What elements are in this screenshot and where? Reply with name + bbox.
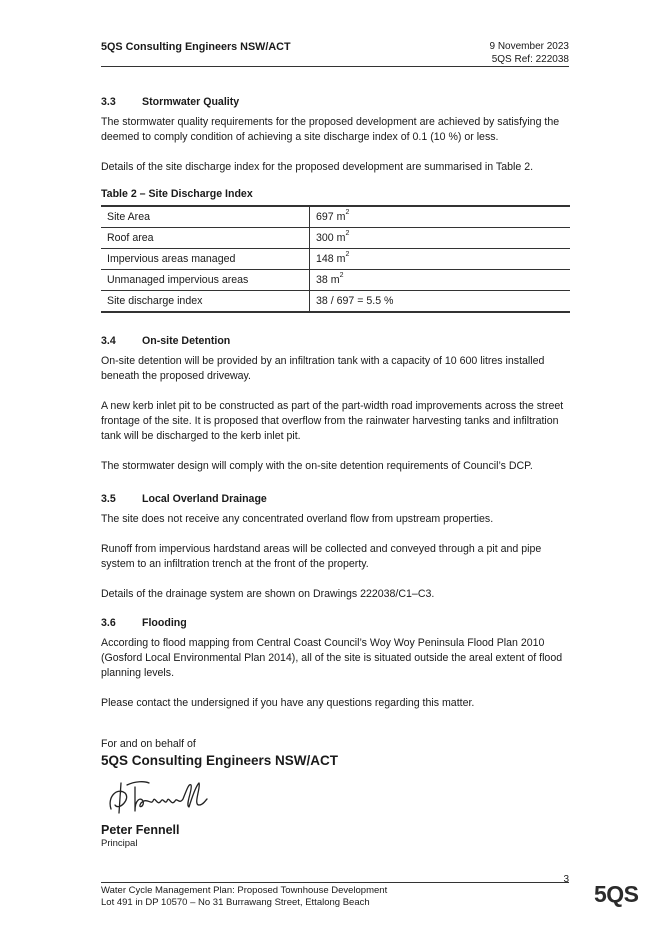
table-row: [101, 270, 570, 291]
section-heading-3-6: [101, 616, 570, 631]
table-cell-label: Unmanaged impervious areas: [101, 270, 310, 291]
paragraph: According to flood mapping from Central Coast Council’s Woy Woy Peninsula Flood Plan 2010 (Gosford Local Environmental Plan 2014), all of the site is situated outside the areal extent of flood planning levels.: [101, 637, 563, 679]
paragraph: Runoff from impervious hardstand areas will be collected and conveyed through a pit and pipe system to an infiltration trench at the front of the property.: [101, 543, 542, 570]
paragraph: On-site detention will be provided by an infiltration tank with a capacity of 10 600 litres installed beneath the proposed driveway.: [101, 355, 545, 382]
signoff-intro: For and on behalf of: [101, 738, 196, 750]
paragraph: The stormwater design will comply with the on-site detention requirements of Council’s DCP.: [101, 460, 533, 472]
value-text: 148 m: [316, 252, 346, 265]
signoff-block: [101, 737, 570, 850]
section-title: On-site Detention: [142, 335, 231, 347]
company-logo: 5QS: [594, 881, 639, 907]
site-discharge-table: [101, 205, 570, 313]
header-company: 5QS Consulting Engineers NSW/ACT: [101, 41, 291, 53]
table-cell-value: [310, 291, 571, 313]
section-heading-3-3: [101, 95, 570, 110]
table-row: [101, 249, 570, 270]
footer-rule: [101, 882, 569, 883]
section-number: 3.3: [101, 96, 116, 108]
table-cell-value: [310, 228, 571, 249]
unit-superscript: 2: [345, 208, 350, 216]
header-ref: 5QS Ref: 222038: [491, 54, 569, 65]
value-text: 300 m: [316, 231, 346, 244]
unit-superscript: 2: [345, 250, 350, 258]
section-number: 3.4: [101, 335, 116, 347]
table-cell-value: [310, 206, 571, 228]
section-number: 3.6: [101, 617, 116, 629]
header-rule: [101, 66, 569, 67]
paragraph: The site does not receive any concentrated overland flow from upstream properties.: [101, 513, 494, 525]
section-title: Stormwater Quality: [142, 96, 240, 108]
value-text: 697 m: [316, 210, 346, 223]
paragraph: Details of the site discharge index for the proposed development are summarised in Table 2.: [101, 161, 534, 173]
paragraph: Please contact the undersigned if you have any questions regarding this matter.: [101, 697, 475, 709]
unit-superscript: 2: [339, 271, 344, 279]
report-body: [101, 95, 570, 850]
table-cell-label: Site Area: [101, 206, 310, 228]
section-title: Flooding: [142, 617, 187, 629]
value-text: 38 m: [316, 273, 340, 286]
table-row: [101, 291, 570, 313]
table-caption: Table 2 – Site Discharge Index: [101, 188, 253, 200]
paragraph: The stormwater quality requirements for the proposed development are achieved by satisfying the deemed to comply condition of achieving a site discharge index of 0.1 (10 %) or less.: [101, 116, 560, 143]
table-row: [101, 228, 570, 249]
footer-line-2: Lot 491 in DP 10570 – No 31 Burrawang Street, Ettalong Beach: [101, 897, 370, 908]
page-number: 3: [563, 874, 569, 885]
paragraph: Details of the drainage system are shown on Drawings 222038/C1–C3.: [101, 588, 435, 600]
table-cell-label: Impervious areas managed: [101, 249, 310, 270]
footer-text: [101, 885, 387, 909]
signoff-name: Peter Fennell: [101, 823, 180, 837]
section-heading-3-5: [101, 492, 570, 507]
signoff-role: Principal: [101, 838, 138, 849]
table-cell-value: [310, 270, 571, 291]
section-number: 3.5: [101, 493, 116, 505]
signature-image: [105, 775, 215, 819]
footer-line-1: Water Cycle Management Plan: Proposed Townhouse Development: [101, 885, 388, 896]
paragraph: A new kerb inlet pit to be constructed as part of the part-width road improvements across the street frontage of the site. It is proposed that overflow from the rainwater harvesting tanks and infiltration tank will be discharged to the kerb inlet pit.: [101, 400, 564, 442]
signoff-company: 5QS Consulting Engineers NSW/ACT: [101, 753, 339, 768]
unit-superscript: 2: [345, 229, 350, 237]
header-date: 9 November 2023: [489, 41, 569, 52]
table-cell-value: [310, 249, 571, 270]
table-cell-label: Site discharge index: [101, 291, 310, 313]
header-meta: [490, 40, 570, 66]
table-cell-label: Roof area: [101, 228, 310, 249]
section-heading-3-4: [101, 334, 570, 349]
value-text: 38 / 697 = 5.5 %: [316, 294, 394, 307]
table-row: [101, 206, 570, 228]
section-title: Local Overland Drainage: [142, 493, 267, 505]
